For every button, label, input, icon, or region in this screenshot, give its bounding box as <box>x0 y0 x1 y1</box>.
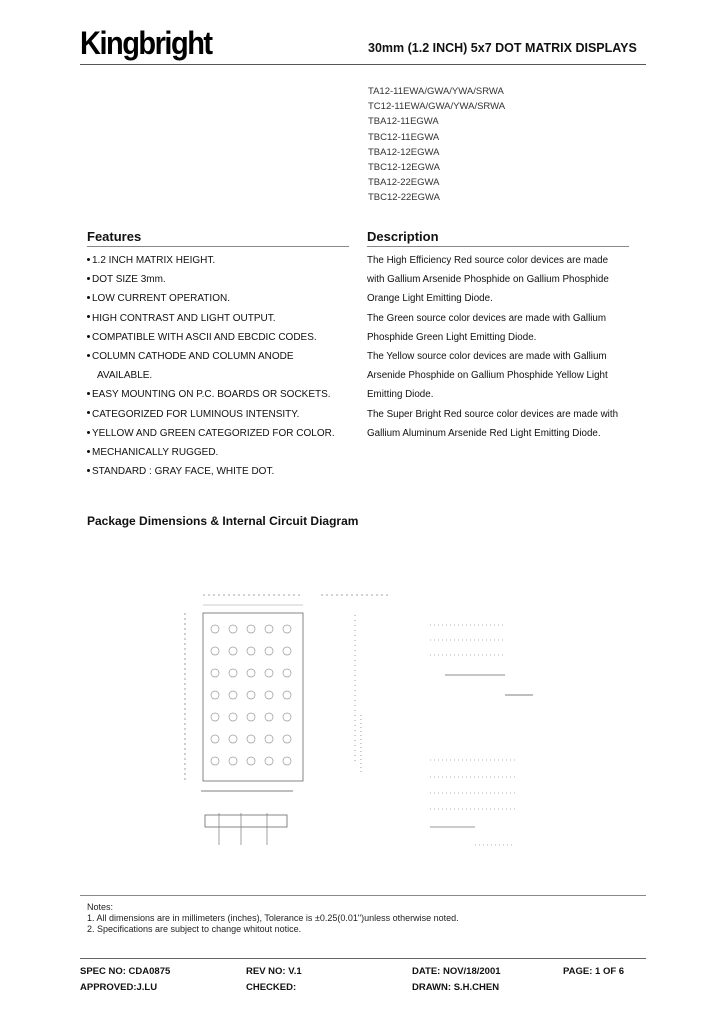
feature-item: EASY MOUNTING ON P.C. BOARDS OR SOCKETS. <box>87 385 352 404</box>
part-number: TBA12-22EGWA <box>368 177 440 189</box>
header-rule <box>80 64 646 65</box>
circuit-diagram-bottom <box>430 760 515 845</box>
note-line: 2. Specifications are subject to change whitout notice. <box>87 924 302 934</box>
description-line: The Yellow source color devices are made with Gallium <box>367 351 607 363</box>
description-line: The Super Bright Red source color devices are made with <box>367 408 619 420</box>
description-heading: Description <box>367 229 439 244</box>
description-line: The Green source color devices are made with Gallium <box>367 312 607 324</box>
description-text <box>367 251 637 443</box>
part-number-list <box>368 84 505 206</box>
feature-item: YELLOW AND GREEN CATEGORIZED FOR COLOR. <box>87 424 352 443</box>
note-line: 1. All dimensions are in millimeters (inches), Tolerance is ±0.25(0.01")unless otherwise noted. <box>87 913 459 923</box>
feature-item: STANDARD : GRAY FACE, WHITE DOT. <box>87 462 352 481</box>
bullet-icon <box>87 392 90 395</box>
feature-item: COLUMN CATHODE AND COLUMN ANODE <box>87 347 352 366</box>
notes-block <box>87 902 459 935</box>
feature-item: CATEGORIZED FOR LUMINOUS INTENSITY. <box>87 405 352 424</box>
date: DATE: NOV/18/2001 <box>412 966 501 977</box>
bullet-icon <box>87 296 90 299</box>
drawn-by: DRAWN: S.H.CHEN <box>412 982 500 993</box>
bullet-icon <box>87 431 90 434</box>
display-front-outline <box>203 613 303 781</box>
bullet-icon <box>87 277 90 280</box>
description-line: Emitting Diode. <box>367 389 434 401</box>
display-bottom-outline <box>205 815 287 827</box>
bullet-icon <box>87 335 90 338</box>
part-number: TA12-11EWA/GWA/YWA/SRWA <box>368 86 504 97</box>
feature-item: COMPATIBLE WITH ASCII AND EBCDIC CODES. <box>87 328 352 347</box>
spec-number: SPEC NO: CDA0875 <box>80 966 171 977</box>
bullet-icon <box>87 354 90 357</box>
bullet-icon <box>87 258 90 261</box>
feature-item: HIGH CONTRAST AND LIGHT OUTPUT. <box>87 309 352 328</box>
part-number: TBC12-12EGWA <box>368 162 440 174</box>
document-title: 30mm (1.2 INCH) 5x7 DOT MATRIX DISPLAYS <box>368 41 637 55</box>
bullet-icon <box>87 315 90 318</box>
package-heading: Package Dimensions & Internal Circuit Diagram <box>87 514 359 528</box>
feature-item: DOT SIZE 3mm. <box>87 270 352 289</box>
feature-item: LOW CURRENT OPERATION. <box>87 289 352 308</box>
checked-by: CHECKED: <box>246 982 297 993</box>
bullet-icon <box>87 469 90 472</box>
feature-item: 1.2 INCH MATRIX HEIGHT. <box>87 251 352 270</box>
bullet-icon <box>87 450 90 453</box>
page-number: PAGE: 1 OF 6 <box>563 966 625 977</box>
notes-rule <box>80 895 646 896</box>
description-line: Phosphide Green Light Emitting Diode. <box>367 331 537 343</box>
feature-item: MECHANICALLY RUGGED. <box>87 443 352 462</box>
kingbright-logo: Kingbright <box>80 26 212 62</box>
bullet-icon <box>87 411 90 414</box>
description-line: Arsenide Phosphide on Gallium Phosphide Yellow Light <box>367 370 608 382</box>
description-line: Gallium Aluminum Arsenide Red Light Emitting Diode. <box>367 427 601 439</box>
revision-number: REV NO: V.1 <box>246 966 302 977</box>
part-number: TBC12-22EGWA <box>368 192 440 204</box>
description-line: Orange Light Emitting Diode. <box>367 293 493 305</box>
part-number: TBC12-11EGWA <box>368 131 440 143</box>
part-number: TC12-11EWA/GWA/YWA/SRWA <box>368 101 506 113</box>
part-number: TBA12-11EGWA <box>368 116 439 128</box>
circuit-diagram-top <box>430 625 533 695</box>
footer-rule <box>80 958 646 959</box>
feature-item-continuation: AVAILABLE. <box>97 370 153 382</box>
features-heading: Features <box>87 229 142 244</box>
notes-heading: Notes: <box>87 902 114 912</box>
description-rule <box>367 246 629 247</box>
features-rule <box>87 246 349 247</box>
part-number: TBA12-12EGWA <box>368 146 440 158</box>
features-list <box>87 251 352 481</box>
description-line: with Gallium Arsenide Phosphide on Gallium Phosphide <box>367 274 609 286</box>
description-line: The High Efficiency Red source color devices are made <box>367 255 609 266</box>
approved-by: APPROVED:J.LU <box>80 982 158 993</box>
dot-matrix-grid <box>211 625 291 765</box>
package-diagram <box>175 555 565 875</box>
